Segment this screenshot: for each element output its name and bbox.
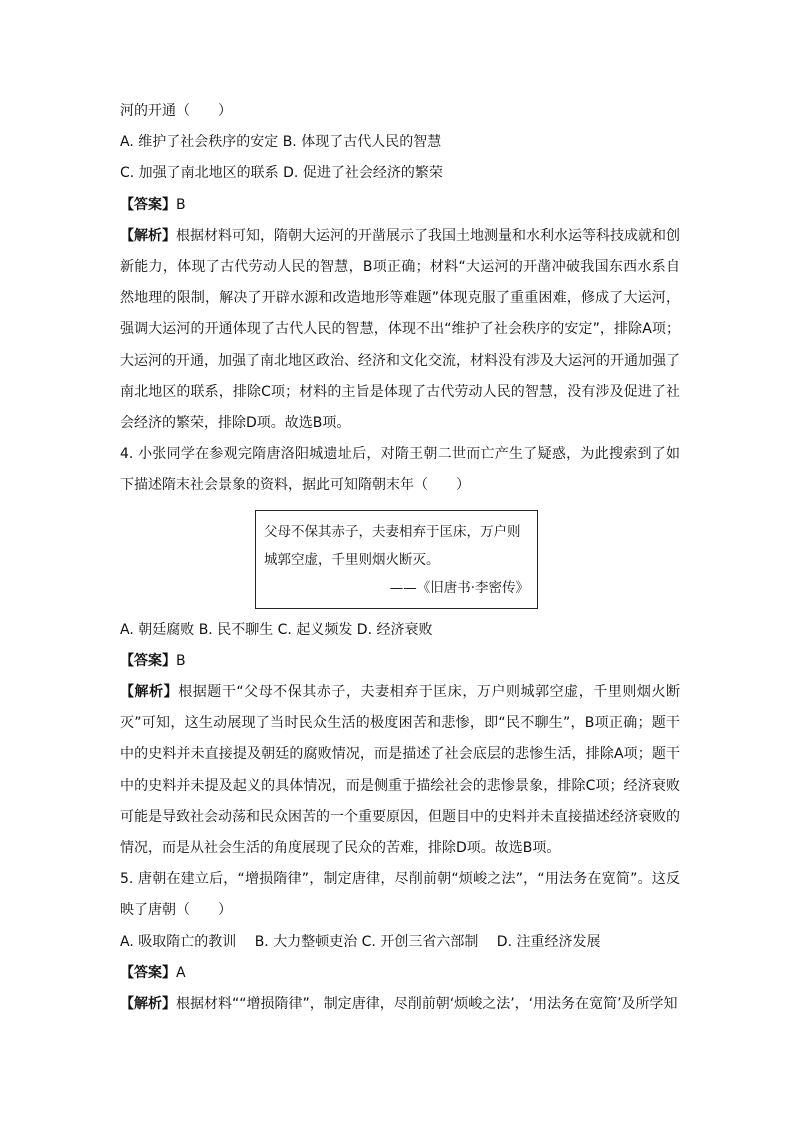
- q4-quote-source: ——《旧唐书·李密传》: [389, 579, 529, 596]
- q4-analysis-label: 【解析】: [120, 683, 179, 700]
- q3-option-a: A. 维护了社会秩序的安定: [120, 134, 279, 151]
- q5-answer-value: A: [176, 964, 186, 981]
- q3-analysis: [120, 221, 680, 439]
- q4-quote-text: 父母不保其赤子，夫妻相弃于匡床，万户则城郭空虚，千里则烟火断灭。: [264, 523, 521, 568]
- q3-stem-tail: 河的开通（ ）: [120, 103, 232, 119]
- q4-analysis: [120, 677, 680, 864]
- q3-option-b: B. 体现了古代人民的智慧: [282, 134, 442, 151]
- q3-options-row-1: [120, 127, 680, 158]
- q5-answer: [120, 958, 680, 989]
- q5-option-d: D. 注重经济发展: [496, 933, 601, 950]
- q5-option-b: B. 大力整顿吏治: [254, 933, 358, 950]
- q4-option-a: A. 朝廷腐败: [120, 621, 195, 638]
- q5-options-row: [120, 927, 680, 958]
- q4-quote-box: [255, 510, 538, 609]
- q3-analysis-label: 【解析】: [120, 227, 176, 244]
- q3-answer: [120, 190, 680, 221]
- document-content: [120, 96, 680, 1020]
- q4-option-c: C. 起义频发: [277, 621, 353, 638]
- q4-answer-value: B: [176, 652, 186, 669]
- q4-options-row: [120, 615, 680, 646]
- q3-answer-value: B: [176, 196, 186, 213]
- q3-option-c: C. 加强了南北地区的联系: [120, 165, 279, 182]
- q5-option-a: A. 吸取隋亡的教训: [120, 933, 237, 950]
- q4-answer: [120, 646, 680, 677]
- q5-analysis-label: 【解析】: [120, 995, 176, 1012]
- q4-option-b: B. 民不聊生: [198, 621, 274, 638]
- q4-answer-label: 【答案】: [120, 652, 176, 669]
- q5-stem: 5. 唐朝在建立后，“增损隋律”，制定唐律，尽削前朝“烦峻之法”，“用法务在宽简”。这反映了唐朝（ ）: [120, 871, 680, 919]
- q3-analysis-text: 根据材料可知，隋朝大运河的开凿展示了我国土地测量和水利水运等科技成就和创新能力，体现了古代劳动人民的智慧，B项正确；材料“大运河的开凿冲破我国东西水系自然地理的限制，解决了开辟水源和改造地形等难题”体现克服了重重困难，修成了大运河，强调大运河的开通体现了古代人民的智慧，体现不出“维护了社会秩序的安定”，排除A项；大运河的开通，加强了南北地区政治、经济和文化交流，材料没有涉及大运河的开通加强了南北地区的联系，排除C项；材料的主旨是体现了古代劳动人民的智慧，没有涉及促进了社会经济的繁荣，排除D项。故选B项。: [120, 227, 680, 431]
- q5-analysis: [120, 989, 680, 1020]
- q3-option-d: D. 促进了社会经济的繁荣: [283, 165, 443, 182]
- q4-analysis-text: 根据题干“父母不保其赤子，夫妻相弃于匡床，万户则城郭空虚，千里则烟火断灭”可知，这生动展现了当时民众生活的极度困苦和悲惨，即“民不聊生”，B项正确；题干中的史料并未直接提及朝廷的腐败情况，而是描述了社会底层的悲惨生活，排除A项；题干中的史料并未提及起义的具体情况，而是侧重于描绘社会的悲惨景象，排除C项；经济衰败可能是导致社会动荡和民众困苦的一个重要原因，但题目中的史料并未直接描述经济衰败的情况，而是从社会生活的角度展现了民众的苦难，排除D项。故选B项。: [120, 683, 680, 856]
- q5-option-c: C. 开创三省六部制: [361, 933, 479, 950]
- q4-option-d: D. 经济衰败: [356, 621, 433, 638]
- q5-analysis-text: 根据材料““增损隋律”，制定唐律，尽削前朝‘烦峻之法’，‘用法务在宽简’及所学知: [176, 995, 678, 1012]
- q5-answer-label: 【答案】: [120, 964, 176, 981]
- q3-options-row-2: [120, 158, 680, 189]
- q4-stem: 4. 小张同学在参观完隋唐洛阳城遗址后，对隋王朝二世而亡产生了疑惑，为此搜索到了如下描述隋末社会景象的资料，据此可知隋朝末年（ ）: [120, 446, 680, 494]
- q3-answer-label: 【答案】: [120, 196, 176, 213]
